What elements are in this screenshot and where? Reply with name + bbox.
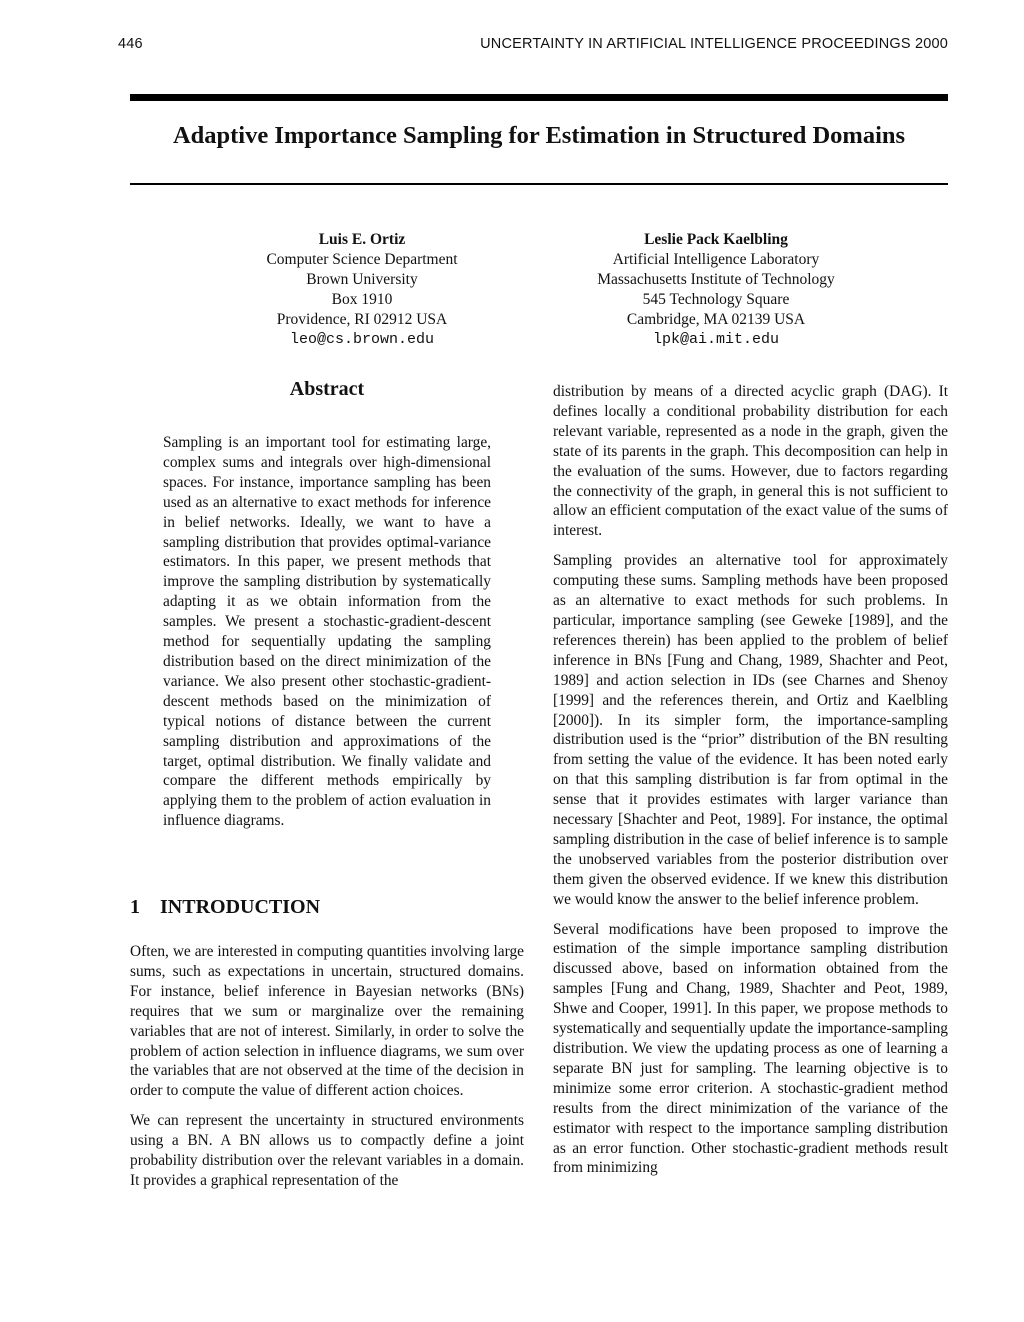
title-bottom-rule [130, 183, 948, 185]
body-paragraph: We can represent the uncertainty in structured environments using a BN. A BN allows us to compactly define a joint probability distribution over the relevant variables in a domain. It provides a graphical representation of the [130, 1112, 524, 1189]
author-name: Luis E. Ortiz [318, 231, 406, 248]
body-paragraph: Often, we are interested in computing quantities involving large sums, such as expectations in uncertain, structured domains. For instance, belief inference in Bayesian networks (BNs) requires that we sum or marginalize over the remaining variables that are not of interest. Similarly, in order to solve the problem of action selection in influence diagrams, we sum over the variables that are not observed at the time of the decision in order to compute the value of different action choices. [130, 943, 524, 1100]
title-top-rule [130, 94, 948, 101]
section-number: 1 [130, 896, 140, 918]
author-affiliation: Cambridge, MA 02139 USA [626, 311, 806, 328]
body-paragraph: distribution by means of a directed acyclic graph (DAG). It defines locally a conditional probability distribution for each relevant variable, represented as a node in the graph, given the state of its parents in the graph. This decomposition can help in the evaluation of the sums. However, due to factors regarding the connectivity of the graph, in general this is not sufficient to allow an efficient computation of the exact value of the sums of interest. [553, 383, 948, 540]
body-paragraph: Several modifications have been proposed to improve the estimation of the simple importance sampling distribution discussed above, based on information obtained from the samples [Fung and Chang, 1989, Shachter and Peot, 1989, Shwe and Cooper, 1991]. In this paper, we propose methods to systematically and sequentially update the importance-sampling distribution. We view the updating process as one of learning a separate BN just for sampling. The learning objective is to minimize some error criterion. A stochastic-gradient method results from the direct minimization of the variance of the estimator with respect to the importance sampling distribution as an error function. Other stochastic-gradient methods result from minimizing [553, 920, 948, 1177]
right-column-body [553, 382, 948, 1188]
section-heading [130, 896, 320, 919]
author-affiliation: Box 1910 [331, 291, 393, 308]
left-column-body [130, 942, 524, 1201]
author-affiliation: Brown University [306, 271, 418, 288]
abstract-body: Sampling is an important tool for estimating large, complex sums and integrals over high-dimensional spaces. For instance, importance sampling has been used as an alternative to exact methods for inference in belief networks. Ideally, we want to have a sampling distribution that provides optimal-variance estimators. In this paper, we present methods that improve the sampling distribution by systematically adapting it as we obtain information from the samples. We present a stochastic-gradient-descent method for sequentially updating the sampling distribution based on the direct minimization of the variance. We also present other stochastic-gradient-descent methods based on the minimization of typical notions of distance between the current sampling distribution and approximations of the target, optimal distribution. We finally validate and compare the different methods empirically by applying them to the problem of action evaluation in influence diagrams. [163, 434, 491, 830]
abstract-heading: Abstract [289, 378, 365, 400]
venue-header: UNCERTAINTY IN ARTIFICIAL INTELLIGENCE PROCEEDINGS 2000 [480, 36, 948, 52]
author-block-1 [182, 230, 542, 350]
page-number: 446 [118, 36, 143, 52]
author-affiliation: Computer Science Department [266, 251, 458, 268]
author-email: lpk@ai.mit.edu [652, 331, 780, 348]
author-affiliation: Providence, RI 02912 USA [276, 311, 448, 328]
author-affiliation: Artificial Intelligence Laboratory [612, 251, 820, 268]
author-block-2 [536, 230, 896, 350]
author-name: Leslie Pack Kaelbling [644, 231, 788, 248]
author-affiliation: 545 Technology Square [642, 291, 790, 308]
author-affiliation: Massachusetts Institute of Technology [597, 271, 835, 288]
author-email: leo@cs.brown.edu [289, 331, 435, 348]
body-paragraph: Sampling provides an alternative tool for approximately computing these sums. Sampling methods have been proposed as an alternative to exact methods for such problems. In particular, importance sampling (see Geweke [1989], and the references therein) has been applied to the problem of belief inference in BNs [Fung and Chang, 1989, Shachter and Peot, 1989] and action selection in IDs (see Charnes and Shenoy [1999] and the references therein, and Ortiz and Kaelbling [2000]). In its simpler form, the importance-sampling distribution used is the “prior” distribution of the BN resulting from setting the value of the evidence. It has been noted early on that this sampling distribution is far from optimal in the sense that it provides estimates with larger variance than necessary [Shachter and Peot, 1989]. For instance, the optimal sampling distribution in the case of belief inference is to sample the unobserved variables from the posterior distribution over them given the observed evidence. If we knew this distribution we would know the answer to the belief inference problem. [553, 552, 948, 908]
section-title: INTRODUCTION [160, 896, 321, 918]
paper-title: Adaptive Importance Sampling for Estimation in Structured Domains [172, 122, 906, 149]
running-header [118, 36, 948, 58]
